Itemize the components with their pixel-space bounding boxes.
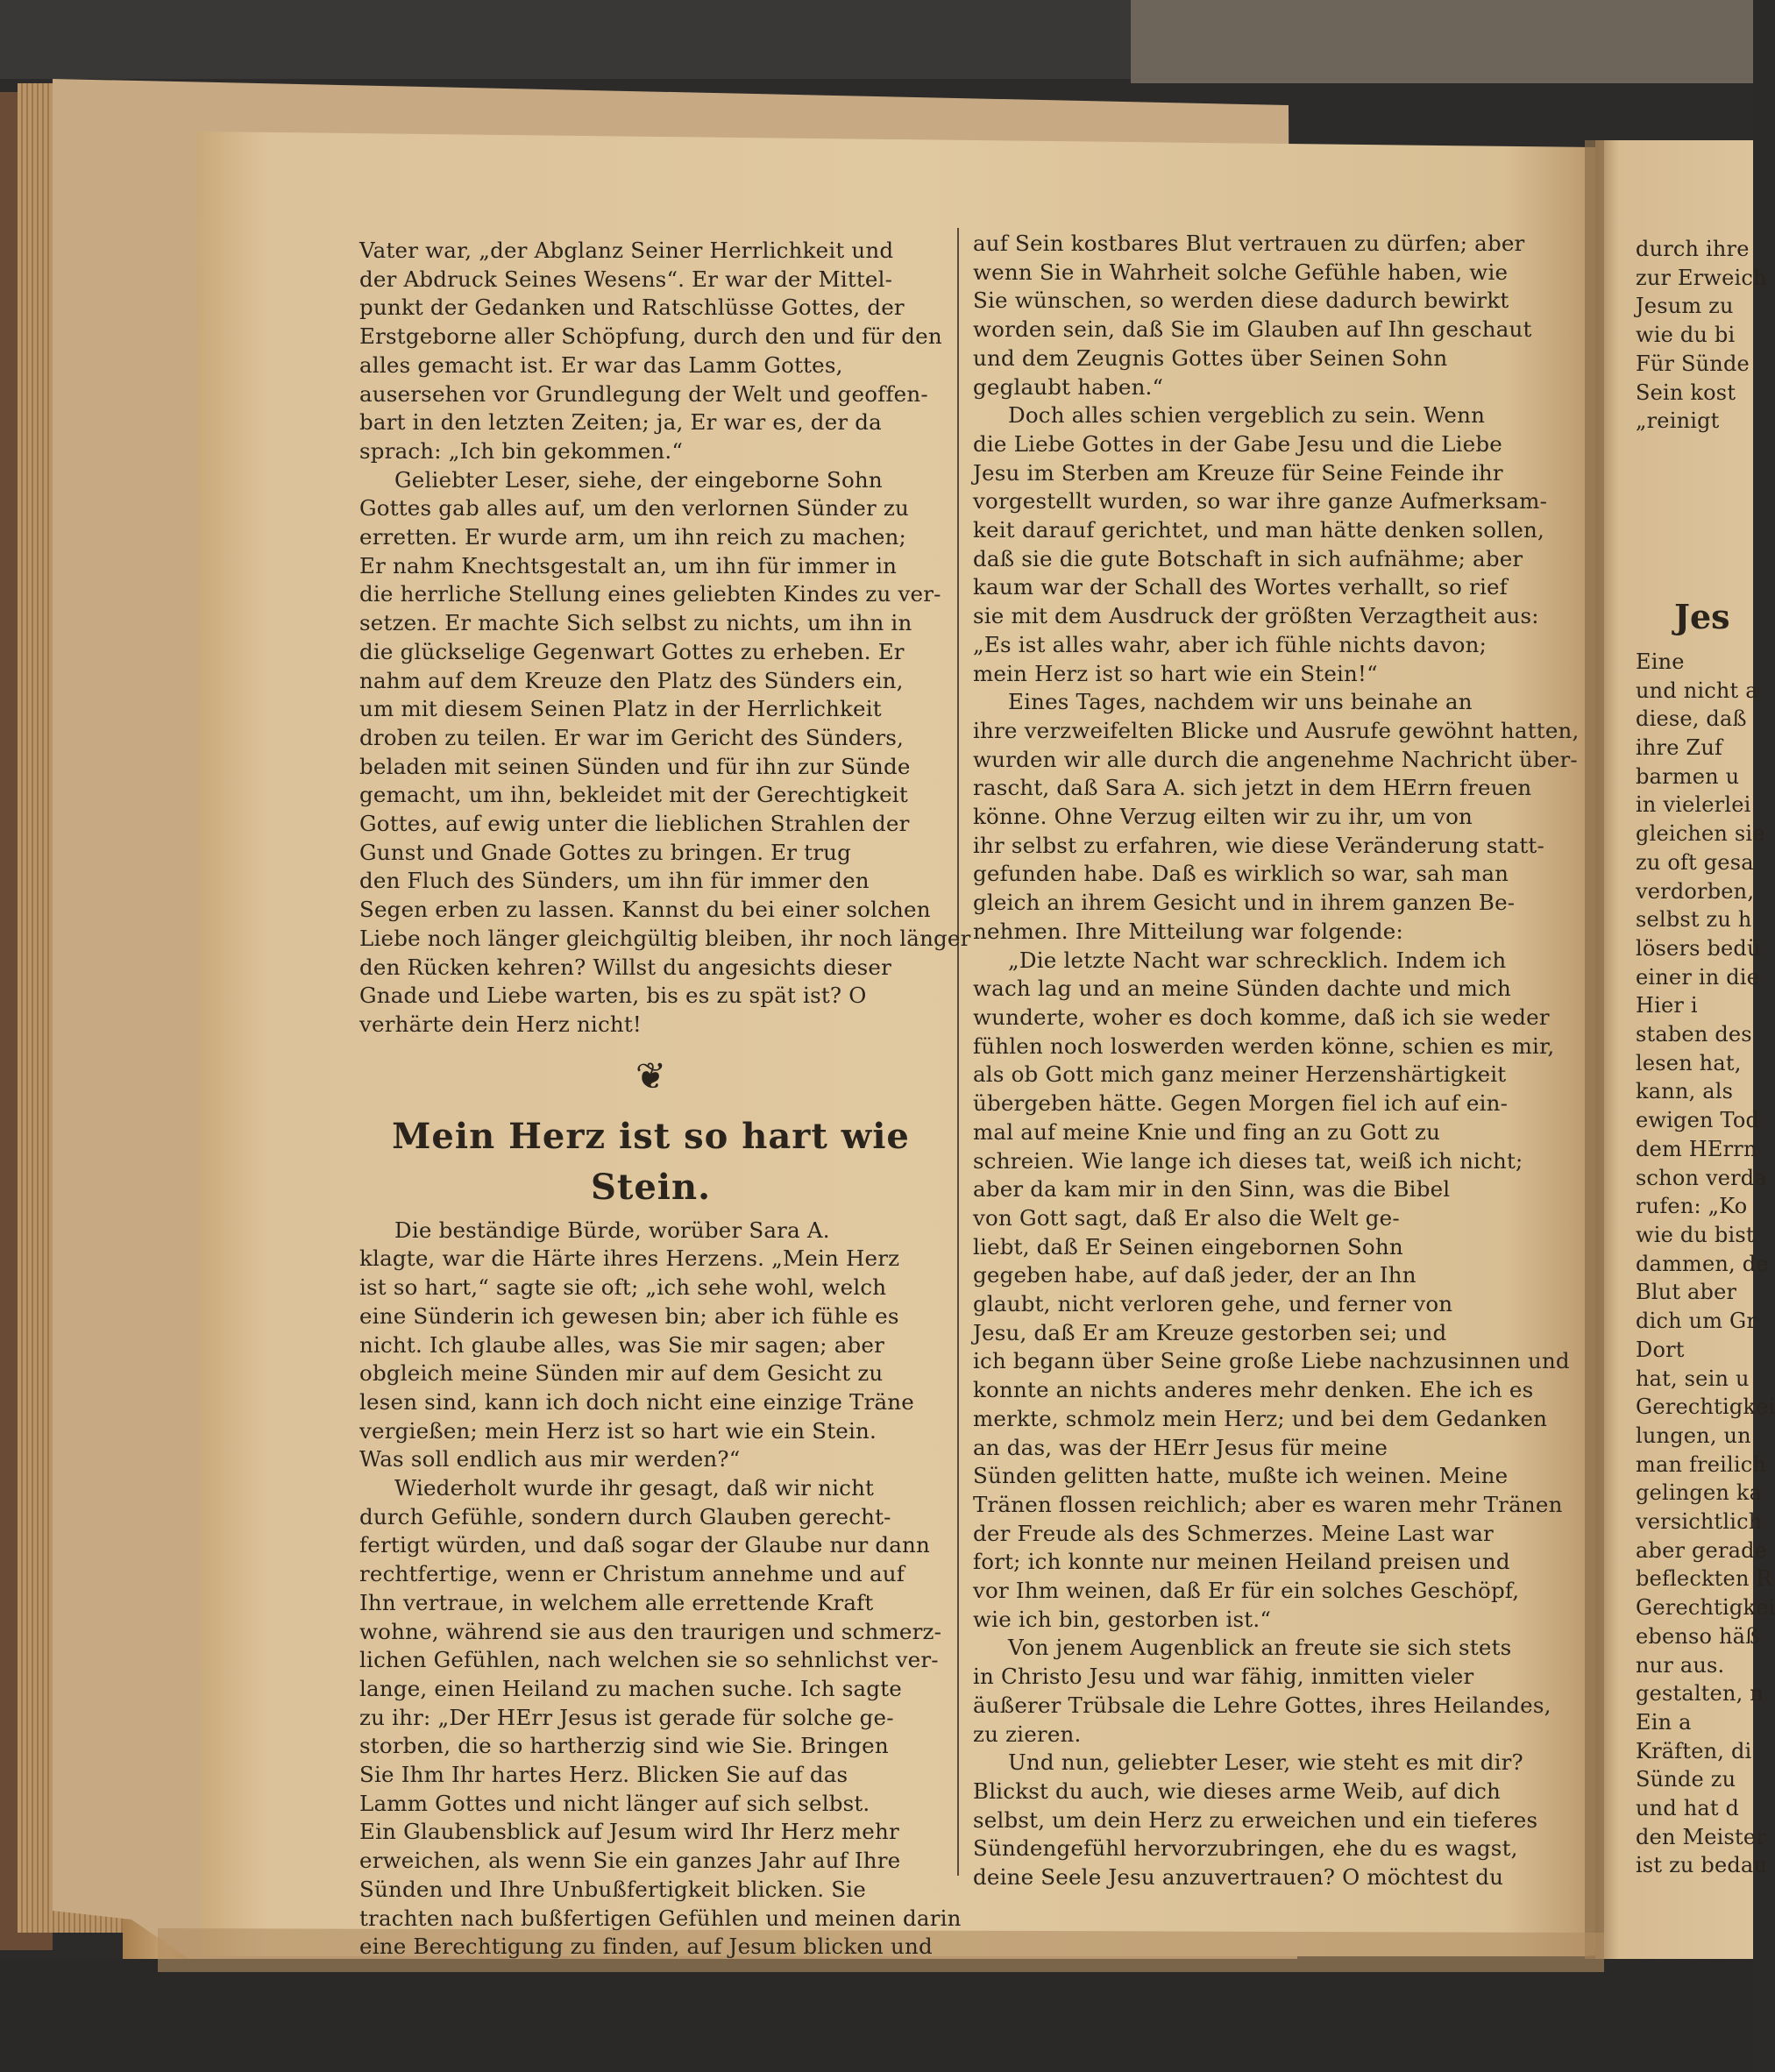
text-line: Liebe noch länger gleichgültig bleiben, ihr noch länger bbox=[359, 925, 971, 951]
text-line: gegeben habe, auf daß jeder, der an Ihn bbox=[973, 1262, 1416, 1288]
text-line: Kräften, di bbox=[1636, 1738, 1752, 1763]
text-line: schon verda bbox=[1636, 1165, 1767, 1190]
text-line: droben zu teilen. Er war im Gericht des Sünders, bbox=[359, 724, 905, 750]
text-line: rascht, daß Sara A. sich jetzt in dem HErrn freuen bbox=[973, 775, 1532, 801]
text-line: wenn Sie in Wahrheit solche Gefühle haben, wie bbox=[973, 259, 1509, 285]
text-line: Die beständige Bürde, worüber Sara A. bbox=[394, 1217, 830, 1243]
text-line: fühlen noch loswerden werden könne, schien es mir, bbox=[973, 1032, 1555, 1059]
text-line: worden sein, daß Sie im Glauben auf Ihn geschaut bbox=[973, 316, 1532, 343]
text-line: einer in die bbox=[1636, 964, 1760, 990]
text-line: selbst zu h bbox=[1636, 907, 1752, 933]
text-line: Sünden und Ihre Unbußfertigkeit blicken. Sie bbox=[359, 1876, 866, 1902]
text-line: Von jenem Augenblick an freute sie sich stets bbox=[1008, 1635, 1512, 1661]
ornament-icon: ❦ bbox=[635, 1054, 667, 1097]
text-line: an das, was der HErr Jesus für meine bbox=[973, 1434, 1388, 1460]
text-line: Jesum zu bbox=[1636, 294, 1734, 319]
text-line: Jesu im Sterben am Kreuze für Seine Feinde ihr bbox=[973, 459, 1503, 486]
text-line: Doch alles schien vergeblich zu sein. Wenn bbox=[1008, 402, 1486, 429]
text-line: konnte an nichts anderes mehr denken. Ehe ich es bbox=[973, 1377, 1534, 1403]
text-line: ich begann über Seine große Liebe nachzusinnen und bbox=[973, 1348, 1570, 1374]
text-line: ist zu bedau bbox=[1636, 1853, 1768, 1878]
text-line: der Abdruck Seines Wesens“. Er war der Mittel- bbox=[359, 266, 893, 292]
text-line: rechtfertige, wenn er Christum annehme und auf bbox=[359, 1561, 905, 1587]
text-line: wach lag und an meine Sünden dachte und mich bbox=[973, 976, 1512, 1002]
text-line: Sie Ihm Ihr hartes Herz. Blicken Sie auf das bbox=[359, 1762, 848, 1788]
text-line: mal auf meine Knie und fing an zu Gott zu bbox=[973, 1118, 1441, 1145]
text-line: „Es ist alles wahr, aber ich fühle nichts davon; bbox=[973, 631, 1487, 657]
text-line: wohne, während sie aus den traurigen und schmerz- bbox=[359, 1618, 942, 1644]
text-line: durch ihre bbox=[1636, 237, 1750, 261]
gutter-shadow bbox=[1585, 140, 1604, 1963]
text-line: gestalten, n bbox=[1636, 1681, 1764, 1707]
text-line: glaubt, nicht verloren gehe, und ferner von bbox=[973, 1291, 1453, 1317]
text-line: gleich an ihrem Gesicht und in ihrem ganzen Be- bbox=[973, 890, 1516, 916]
text-line: Gerechtigkei bbox=[1636, 1394, 1775, 1420]
text-line: beladen mit seinen Sünden und für ihn zur Sünde bbox=[359, 753, 911, 779]
text-line: keit darauf gerichtet, und man hätte denken sollen, bbox=[973, 517, 1544, 543]
left-column bbox=[359, 237, 971, 1962]
next-page-column bbox=[1636, 235, 1775, 1880]
text-line: setzen. Er machte Sich selbst zu nichts, um ihn in bbox=[359, 610, 912, 636]
text-line: von Gott sagt, daß Er also die Welt ge- bbox=[973, 1204, 1400, 1231]
text-line: obgleich meine Sünden mir auf dem Gesicht zu bbox=[359, 1360, 884, 1387]
text-line: lesen sind, kann ich doch nicht eine einzige Träne bbox=[359, 1388, 914, 1415]
text-line: zu zieren. bbox=[973, 1721, 1082, 1747]
text-line: trachten nach bußfertigen Gefühlen und meinen darin bbox=[359, 1905, 962, 1931]
text-line: merkte, schmolz mein Herz; und bei dem Gedanken bbox=[973, 1405, 1548, 1431]
text-line: ewigen Tod bbox=[1636, 1108, 1760, 1133]
text-line: zur Erweich bbox=[1636, 265, 1767, 290]
text-line: Vater war, „der Abglanz Seiner Herrlichkeit und bbox=[359, 238, 894, 263]
text-line: als ob Gott mich ganz meiner Herzenshärtigkeit bbox=[973, 1061, 1507, 1088]
text-line: geglaubt haben.“ bbox=[973, 373, 1164, 400]
text-line: Gunst und Gnade Gottes zu bringen. Er trug bbox=[359, 839, 851, 865]
text-line: erretten. Er wurde arm, um ihn reich zu machen; bbox=[359, 524, 906, 550]
paragraph-2 bbox=[359, 466, 971, 1040]
text-line: ebenso häß bbox=[1636, 1623, 1760, 1649]
text-line: ist so hart,“ sagte sie oft; „ich sehe wohl, welch bbox=[359, 1274, 887, 1301]
paragraph-4 bbox=[359, 1474, 962, 1962]
paragraph-2 bbox=[973, 401, 1562, 688]
text-line: gelingen ka bbox=[1636, 1480, 1763, 1506]
text-line: Ihn vertraue, in welchem alle errettende Kraft bbox=[359, 1589, 874, 1615]
text-line: zu ihr: „Der HErr Jesus ist gerade für solche ge- bbox=[359, 1704, 894, 1730]
text-line: wurden wir alle durch die angenehme Nachricht über- bbox=[973, 746, 1578, 772]
text-line: Erstgeborne aller Schöpfung, durch den und für den bbox=[359, 323, 942, 350]
spacer bbox=[1636, 436, 1753, 593]
text-line: Was soll endlich aus mir werden?“ bbox=[359, 1446, 741, 1472]
text-line: ihre verzweifelten Blicke und Ausrufe gewöhnt hatten, bbox=[973, 717, 1580, 743]
text-line: nicht. Ich glaube alles, was Sie mir sagen; aber bbox=[359, 1331, 884, 1358]
paragraph-3 bbox=[359, 1217, 942, 1474]
text-line: sie mit dem Ausdruck der größten Verzagtheit aus: bbox=[973, 603, 1539, 629]
text-line: Eines Tages, nachdem wir uns beinahe an bbox=[1008, 689, 1473, 715]
text-line: zu oft gesa bbox=[1636, 849, 1754, 875]
text-line: staben des bbox=[1636, 1022, 1752, 1047]
text-line: eine Sünderin ich gewesen bin; aber ich fühle es bbox=[359, 1302, 899, 1329]
text-line: fertigt würden, und daß sogar der Glaube nur dann bbox=[359, 1532, 931, 1558]
text-line: und nicht a bbox=[1636, 678, 1758, 703]
text-line: vor Ihm weinen, daß Er für ein solches Geschöpf, bbox=[973, 1578, 1520, 1604]
text-line: hat, sein u bbox=[1636, 1366, 1750, 1391]
text-line: der Freude als des Schmerzes. Meine Last war bbox=[973, 1520, 1494, 1546]
text-line: Sünden gelitten hatte, mußte ich weinen. Meine bbox=[973, 1463, 1509, 1489]
text-line: kann, als bbox=[1636, 1079, 1734, 1104]
text-line: barmen u bbox=[1636, 763, 1740, 789]
text-line: schreien. Wie lange ich dieses tat, weiß ich nicht; bbox=[973, 1147, 1523, 1174]
text-line: Blut aber bbox=[1636, 1280, 1737, 1305]
text-line: durch Gefühle, sondern durch Glauben gerecht- bbox=[359, 1503, 891, 1529]
text-line: Gottes gab alles auf, um den verlornen Sünder zu bbox=[359, 495, 909, 522]
text-line: Gnade und Liebe warten, bis es zu spät ist? O bbox=[359, 983, 867, 1009]
text-line: dich um Gr bbox=[1636, 1309, 1757, 1334]
text-line: lungen, un bbox=[1636, 1423, 1751, 1448]
top-right-board bbox=[1131, 0, 1753, 83]
text-line: versichtlich bbox=[1636, 1509, 1763, 1535]
text-line: wie du bist bbox=[1636, 1222, 1755, 1247]
text-line: man freilich bbox=[1636, 1451, 1767, 1477]
text-line: gemacht, um ihn, bekleidet mit der Gerechtigkeit bbox=[359, 782, 908, 808]
text-line: gefunden habe. Daß es wirklich so war, sah man bbox=[973, 861, 1509, 887]
text-line: erweichen, als wenn Sie ein ganzes Jahr auf Ihre bbox=[359, 1848, 901, 1874]
text-line: und hat d bbox=[1636, 1796, 1740, 1821]
text-line: Gottes, auf ewig unter die lieblichen Strahlen der bbox=[359, 811, 910, 837]
text-line: nahm auf dem Kreuze den Platz des Sünders ein, bbox=[359, 667, 904, 693]
text-line: wie ich bin, gestorben ist.“ bbox=[973, 1606, 1272, 1632]
paragraph-1 bbox=[359, 237, 942, 466]
text-line: wie du bi bbox=[1636, 323, 1736, 348]
text-line: Ein a bbox=[1636, 1709, 1692, 1735]
text-line: Und nun, geliebter Leser, wie steht es mit dir? bbox=[1008, 1749, 1523, 1776]
text-line: liebt, daß Er Seinen eingebornen Sohn bbox=[973, 1233, 1403, 1260]
text-line: eine Berechtigung zu finden, auf Jesum blicken und bbox=[359, 1934, 933, 1960]
text-line: lichen Gefühlen, nach welchen sie so sehnlichst ver- bbox=[359, 1647, 939, 1673]
text-line: könne. Ohne Verzug eilten wir zu ihr, um von bbox=[973, 804, 1473, 830]
text-line: und dem Zeugnis Gottes über Seinen Sohn bbox=[973, 344, 1448, 371]
text-line: wunderte, woher es doch komme, daß ich sie weder bbox=[973, 1004, 1550, 1030]
text-line: „Die letzte Nacht war schrecklich. Indem ich bbox=[1008, 947, 1507, 973]
text-line: verhärte dein Herz nicht! bbox=[359, 1011, 642, 1037]
text-line: daß sie die gute Botschaft in sich aufnähme; aber bbox=[973, 545, 1523, 571]
text-line: dem HErrn bbox=[1636, 1136, 1757, 1161]
text-line: um mit diesem Seinen Platz in der Herrlichkeit bbox=[359, 696, 882, 722]
text-line: nehmen. Ihre Mitteilung war folgende: bbox=[973, 918, 1403, 944]
text-line: Sündengefühl hervorzubringen, ehe du es wagst, bbox=[973, 1835, 1518, 1862]
text-line: sprach: „Ich bin gekommen.“ bbox=[359, 437, 684, 464]
text-line: selbst, um dein Herz zu erweichen und ein tieferes bbox=[973, 1806, 1538, 1833]
text-line: Dort bbox=[1636, 1337, 1685, 1362]
text-line: in Christo Jesu und war fähig, inmitten vieler bbox=[973, 1664, 1474, 1690]
text-line: fort; ich konnte nur meinen Heiland preisen und bbox=[973, 1549, 1510, 1575]
top-shadow bbox=[0, 0, 1315, 79]
text-line: Eine bbox=[1636, 649, 1685, 674]
text-line: auf Sein kostbares Blut vertrauen zu dürfen; aber bbox=[973, 231, 1525, 256]
text-line: in vielerlei bbox=[1636, 792, 1751, 818]
paragraph-6 bbox=[973, 1749, 1562, 1892]
text-line: Ein Glaubensblick auf Jesum wird Ihr Herz mehr bbox=[359, 1819, 899, 1845]
bottom-surface bbox=[0, 1959, 1753, 2072]
paragraph-4 bbox=[973, 947, 1570, 1635]
text-line: lange, einen Heiland zu machen suche. Ich sagte bbox=[359, 1675, 902, 1701]
text-line: ihre Zuf bbox=[1636, 735, 1723, 761]
text-line: die herrliche Stellung eines geliebten Kindes zu ver- bbox=[359, 581, 941, 607]
paragraph-3 bbox=[973, 688, 1580, 946]
text-line: Tränen flossen reichlich; aber es waren mehr Tränen bbox=[973, 1491, 1563, 1517]
text-line: den Fluch des Sünders, um ihn für immer den bbox=[359, 868, 870, 894]
text-line: „reinigt bbox=[1636, 408, 1720, 434]
paragraph-5 bbox=[973, 1634, 1562, 1749]
text-line: vergießen; mein Herz ist so hart wie ein Stein. bbox=[359, 1417, 877, 1444]
text-line: Geliebter Leser, siehe, der eingeborne Sohn bbox=[394, 466, 883, 493]
next-page-heading: Jes bbox=[1674, 596, 1730, 636]
text-line: verdorben, bbox=[1636, 878, 1755, 904]
text-line: diese, daß bbox=[1636, 706, 1747, 732]
section-heading: Mein Herz ist so hart wie Stein. bbox=[392, 1115, 910, 1208]
text-line: Blickst du auch, wie dieses arme Weib, auf dich bbox=[973, 1778, 1501, 1804]
text-line: die glückselige Gegenwart Gottes zu erheben. Er bbox=[359, 638, 905, 664]
text-line: alles gemacht ist. Er war das Lamm Gottes, bbox=[359, 351, 843, 378]
text-line: übergeben hätte. Gegen Morgen fiel ich auf ein- bbox=[973, 1090, 1509, 1117]
text-line: nur aus. bbox=[1636, 1652, 1725, 1678]
text-line: Jesu, daß Er am Kreuze gestorben sei; und bbox=[973, 1319, 1447, 1345]
text-line: lösers bedü bbox=[1636, 935, 1761, 961]
text-line: deine Seele Jesu anzuvertrauen? O möchtest du bbox=[973, 1864, 1504, 1891]
text-line: die Liebe Gottes in der Gabe Jesu und die Liebe bbox=[973, 430, 1502, 457]
text-line: Gerechtigkei bbox=[1636, 1595, 1775, 1621]
text-line: Sein kost bbox=[1636, 380, 1736, 405]
text-line: Sie wünschen, so werden diese dadurch bewirkt bbox=[973, 287, 1509, 314]
text-line: ausersehen vor Grundlegung der Welt und geoffen- bbox=[359, 380, 928, 407]
right-column bbox=[973, 230, 1580, 1892]
text-line: mein Herz ist so hart wie ein Stein!“ bbox=[973, 660, 1378, 686]
text-line: storben, die so hartherzig sind wie Sie. Bringen bbox=[359, 1733, 889, 1759]
text-line: Lamm Gottes und nicht länger auf sich selbst. bbox=[359, 1790, 870, 1816]
text-line: dammen, de bbox=[1636, 1251, 1769, 1276]
text-line: Hier i bbox=[1636, 993, 1698, 1018]
text-line: Segen erben zu lassen. Kannst du bei einer solchen bbox=[359, 897, 931, 923]
text-line: kaum war der Schall des Wortes verhallt, so rief bbox=[973, 574, 1508, 600]
text-line: befleckten R bbox=[1636, 1566, 1772, 1592]
text-line: lesen hat, bbox=[1636, 1050, 1742, 1075]
text-line: Wiederholt wurde ihr gesagt, daß wir nicht bbox=[394, 1475, 875, 1501]
text-line: aber da kam mir in den Sinn, was die Bibel bbox=[973, 1176, 1451, 1203]
text-line: punkt der Gedanken und Ratschlüsse Gottes, der bbox=[359, 294, 905, 321]
text-line: klagte, war die Härte ihres Herzens. „Mein Herz bbox=[359, 1245, 900, 1272]
text-line: aber gerade bbox=[1636, 1537, 1768, 1563]
text-line: gleichen sie bbox=[1636, 821, 1765, 847]
paragraph-1 bbox=[973, 230, 1562, 401]
text-line: rufen: „Ko bbox=[1636, 1194, 1748, 1219]
text-line: bart in den letzten Zeiten; ja, Er war es, der da bbox=[359, 409, 882, 436]
text-line: Sünde zu bbox=[1636, 1767, 1736, 1792]
text-line: Für Sünde bbox=[1636, 351, 1750, 376]
text-line: Er nahm Knechtsgestalt an, um ihn für immer in bbox=[359, 552, 898, 578]
text-line: vorgestellt wurden, so war ihre ganze Aufmerksam- bbox=[973, 488, 1548, 514]
text-line: äußerer Trübsale die Lehre Gottes, ihres Heilandes, bbox=[973, 1692, 1551, 1718]
text-line: den Rücken kehren? Willst du angesichts dieser bbox=[359, 954, 892, 980]
text-line: den Meister bbox=[1636, 1824, 1766, 1849]
text-line: ihr selbst zu erfahren, wie diese Veränderung statt- bbox=[973, 832, 1544, 858]
